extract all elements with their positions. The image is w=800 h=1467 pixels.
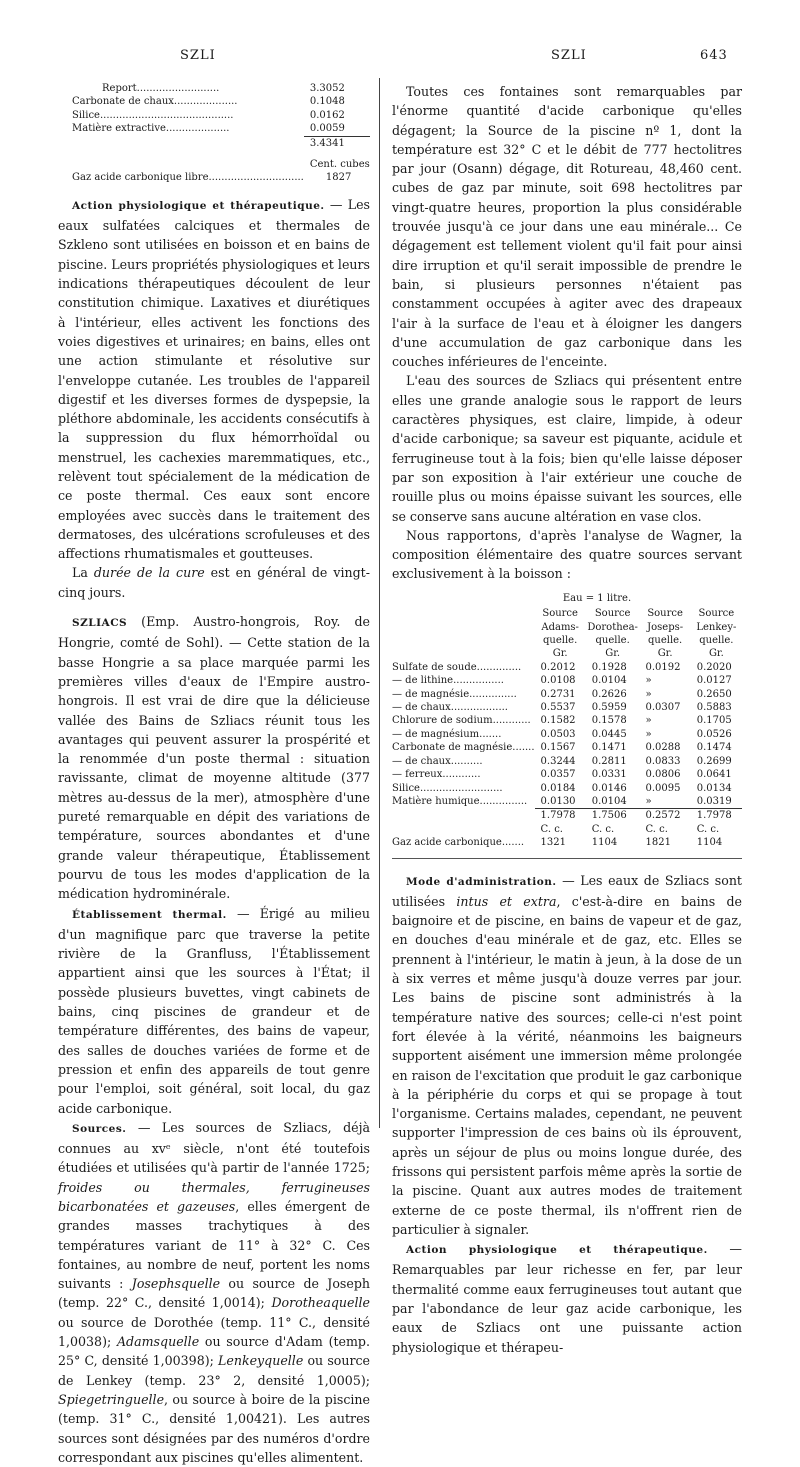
header-row — [392, 607, 742, 661]
row-label: Sulfate de soude.............. — [392, 661, 522, 673]
gas-value: 1827 — [325, 172, 352, 184]
paragraph-text: — Les eaux de Szliacs sont utilisées — [392, 872, 742, 909]
table-row — [72, 158, 370, 171]
paragraph-text: (Emp. Austro-hongrois, Roy. de Hongrie, comté de Sohl). — Cette station de la basse Hongrie a sa place marquée parmi les premières villes d'eaux de l'Empire austro-hongrois. Il est vrai de dire que la délicieuse vallée des Bains de Szliacs réunit tous les avantages qui peuvent assurer la prospérité et la renommée d'un poste thermal : situation ravissante, climat de moyenne altitude (377 mètres au-dessus de la mer), atmosphère d'une pureté remarquable en dépit des variations de température, sources abondantes et d'une grande valeur thérapeutique, Établissement pourvu de tous les modes d'application de la médication hydrominérale. — [58, 614, 370, 902]
entry-heading: SZLIACS — [72, 617, 128, 630]
column-header: Source Dorothea- quelle. Gr. — [587, 608, 638, 660]
row-value: » — [645, 675, 652, 687]
gas-value: 1321 — [540, 837, 566, 849]
row-label: Carbonate de chaux.................... — [72, 96, 238, 108]
row-value: 0.0146 — [591, 782, 627, 794]
row-value: » — [645, 795, 652, 807]
right-column — [392, 82, 742, 1357]
row-label: — de lithine................ — [392, 675, 504, 687]
row-value: 0.0288 — [645, 742, 681, 754]
row-value: 0.1582 — [540, 715, 576, 727]
paragraph-text: La — [72, 565, 94, 581]
emphasis: intus et extra — [456, 893, 557, 909]
paragraph-fontaines: Toutes ces fontaines sont remarquables par l'énorme quantité d'acide carbonique qu'elles dégagent; la Source de la piscine nº 1, dont la température est 32° C et le débit de 777 hectolitres par jour (Osann) dégage, dit Rotureau, 48,460 cent. cubes de gaz par minute, soit 698 hectolitres par vingt-quatre heures, proportion la plus considérable trouvée jusqu'à ce jour dans une eau minérale... Ce dégagement est tellement violent qu'il fait pour ainsi dire irruption et qu'il serait impossible de prendre le bain, si plusieurs personnes n'étaient pas constamment occupées à agiter avec des drapeaux l'air à la surface de l'eau et à éloigner les dangers d'une accumulation de gaz carbonique dans les couches inférieures de l'enceinte. — [392, 84, 742, 370]
paragraph-action-szliacs — [392, 1239, 742, 1357]
table-row — [392, 661, 742, 674]
table-row — [392, 714, 742, 727]
unit-label: C. c. — [591, 823, 615, 835]
paragraph-administration — [392, 871, 742, 1240]
row-value: 0.0307 — [645, 702, 681, 714]
table-row — [72, 82, 370, 95]
row-value: 0.0357 — [540, 769, 576, 781]
total-value: 1.7978 — [535, 809, 586, 823]
total-value: 0.2572 — [640, 809, 691, 823]
total-value: 1.7978 — [691, 809, 742, 823]
row-value: 0.5537 — [540, 702, 576, 714]
row-label: Matière humique............... — [392, 796, 528, 808]
table-row — [392, 768, 742, 781]
emphasis: Lenkeyquelle — [218, 1353, 304, 1369]
paragraph-etablissement — [58, 904, 370, 1118]
emphasis: Adamsquelle — [116, 1334, 200, 1350]
paragraph-text: — Les sources de Szliacs, déjà connues au xvᵉ siècle, n'ont été toutefois étudiées et utilisées qu'à partir de l'année 1725; — [58, 1119, 370, 1176]
totals-row — [392, 809, 742, 823]
row-value: 0.0059 — [309, 123, 345, 135]
paragraph-text: — Les eaux sulfatées calciques et thermales de Szkleno sont utilisées en boisson et en bains de piscine. Leurs propriétés physiologiques et leurs indications thérapeutiques découlent de leur constitution chimique. Laxatives et diurétiques à l'intérieur, elles activent les fonctions des voies digestives et urinaires; en bains, elles ont une action stimulante et résolutive sur l'enveloppe cutanée. Les troubles de l'appareil digestif et les diverses formes de dyspepsie, la pléthore abdominale, les accidents consécutifs à la suppression du flux hémorrhoïdal ou menstruel, les cachexies maremmatiques, etc., relèvent tout spécialement de la médication de ce poste thermal. Ces eaux sont encore employées avec succès dans le traitement des dermatoses, des ulcérations scrofuleuses et des affections rhumatismales et goutteuses. — [58, 196, 370, 562]
paragraph-text: , elles émergent de grandes masses trachytiques à des températures variant de 11° à 32° C. Ces fontaines, au nombre de neuf, portent les noms suivants : — [58, 1198, 370, 1292]
paragraph-analyse-intro: Nous rapportons, d'après l'analyse de Wagner, la composition élémentaire des quatre sources servant exclusivement à la boisson : — [392, 527, 742, 582]
row-label: — de chaux.......... — [392, 755, 483, 767]
section-heading: Action physiologique et thérapeutique. — [406, 1244, 708, 1257]
total-value: 3.4341 — [304, 136, 370, 150]
row-label: — ferreux............ — [392, 769, 481, 781]
paragraph-text: ou source de Joseph (temp. 22° C., densité 1,0014); — [58, 1276, 371, 1311]
section-heading: Mode d'administration. — [406, 875, 557, 888]
column-header: Source Joseps- quelle. Gr. — [647, 608, 684, 660]
right-running-title: SZLI — [551, 48, 587, 63]
row-value: 0.0319 — [696, 795, 732, 807]
table-row — [72, 171, 370, 184]
row-value: 0.0104 — [591, 675, 627, 687]
section-heading: Sources. — [72, 1122, 127, 1135]
paragraph-text: ou source de Lenkey (temp. 23° 2, densité 1,0005); — [58, 1353, 370, 1388]
section-heading: Action physiologique et thérapeutique. — [72, 199, 325, 212]
row-value: 0.2020 — [696, 661, 732, 673]
analysis-title: Eau = 1 litre. — [562, 592, 632, 604]
emphasis: Dorotheaquelle — [271, 1295, 370, 1311]
row-value: 0.0445 — [591, 728, 627, 740]
row-value: 0.0108 — [540, 675, 576, 687]
row-value: 0.0184 — [540, 782, 576, 794]
column-divider — [379, 78, 380, 1128]
row-value: » — [645, 715, 652, 727]
left-analysis-table — [72, 82, 370, 185]
row-value: 0.2626 — [591, 688, 627, 700]
row-value: 0.0806 — [645, 769, 681, 781]
emphasis: froides ou thermales, ferrugineuses bicarbonatées et gazeuses — [58, 1179, 370, 1214]
row-value: 0.0192 — [645, 661, 681, 673]
row-label: Silice.......................................... — [72, 109, 234, 121]
unit-label: C. c. — [696, 823, 720, 835]
row-label: — de chaux.................. — [392, 702, 508, 714]
row-label: — de magnésium....... — [392, 728, 502, 740]
row-value: 0.1578 — [591, 715, 627, 727]
row-value: 0.2650 — [696, 688, 732, 700]
row-value: 0.5959 — [591, 702, 627, 714]
left-column — [58, 82, 370, 1467]
row-value: 0.5883 — [696, 702, 732, 714]
table-row — [72, 95, 370, 108]
row-label: Silice.......................... — [392, 782, 503, 794]
row-value: 0.1928 — [591, 661, 627, 673]
paragraph-text: est en général de vingt-cinq jours. — [58, 565, 371, 600]
paragraph-sources — [58, 1118, 370, 1467]
paragraph-eau: L'eau des sources de Szliacs qui présentent entre elles une grande analogie sous le rapport de leurs caractères physiques, est claire, limpide, à odeur d'acide carbonique; sa saveur est piquante, acidule et ferrugineuse tout à la fois; bien qu'elle laisse déposer par son exposition à l'air extérieur une couche de rouille plus ou moins épaisse suivant les sources, elle se conserve sans aucune altération en vase clos. — [392, 373, 742, 524]
row-value: 0.0104 — [591, 795, 627, 807]
row-value: 0.1567 — [540, 742, 576, 754]
row-value: 0.0833 — [645, 755, 681, 767]
row-value: 3.3052 — [309, 83, 345, 94]
row-value: 0.0127 — [696, 675, 732, 687]
paragraph-text: — Érigé au milieu d'un magnifique parc que traverse la petite rivière de la Granfluss, l'Établissement appartient ainsi que les sources à l'État; il possède plusieurs buvettes, vingt cabinets de bains, cinq piscines de grandeur et de température différentes, des bains de vapeur, des salles de douches variées de forme et de pression et enfin des appareils de tout genre pour l'emploi, soit général, soit local, du gaz acide carbonique. — [58, 905, 370, 1116]
table-row — [392, 741, 742, 754]
gas-value: 1104 — [591, 837, 618, 849]
row-label: Carbonate de magnésie....... — [392, 742, 535, 754]
row-value: 0.0641 — [696, 769, 732, 781]
row-value: 0.0095 — [645, 782, 681, 794]
gas-row — [392, 836, 742, 849]
analysis-table — [392, 607, 742, 849]
row-value: 0.0503 — [540, 728, 576, 740]
paragraph-text: ou source de Dorothée (temp. 11° C., densité 1,0038); — [58, 1314, 370, 1350]
section-heading: Établissement thermal. — [72, 908, 227, 921]
unit-row — [392, 823, 742, 836]
column-header: Source Adams- quelle. Gr. — [541, 608, 579, 660]
emphasis: Josephsquelle — [131, 1276, 221, 1292]
table-row — [392, 782, 742, 795]
paragraph-action — [58, 195, 370, 564]
table-row — [72, 122, 370, 136]
row-value: 0.0526 — [696, 728, 732, 740]
row-label: Report.......................... — [102, 83, 220, 94]
row-label: — de magnésie............... — [392, 688, 517, 700]
row-label: Chlorure de sodium............ — [392, 715, 531, 727]
row-value: 0.1471 — [591, 742, 627, 754]
row-value: 0.3244 — [540, 755, 576, 767]
emphasis: durée de la cure — [93, 565, 205, 581]
row-value: 0.0130 — [540, 795, 576, 807]
row-value: 0.2811 — [591, 755, 627, 767]
total-value: 1.7506 — [586, 809, 640, 823]
row-value: 0.2731 — [540, 688, 576, 700]
table-row — [392, 701, 742, 714]
row-value: » — [645, 688, 652, 700]
gas-label: Gaz acide carbonique libre.............................. — [72, 172, 304, 184]
paragraph-text: — Remarquables par leur richesse en fer, par leur thermalité comme eaux ferrugineuses tout autant que par l'abondance de leur gaz acide carbonique, les eaux de Szliacs ont une puissante action physiologique et thérapeu- — [392, 1241, 742, 1355]
unit-label: Cent. cubes — [309, 159, 370, 171]
gas-value: 1104 — [696, 837, 723, 849]
page-number: 643 — [700, 48, 728, 63]
gas-value: 1821 — [645, 837, 671, 849]
left-running-title: SZLI — [180, 48, 216, 63]
row-value: 0.1474 — [696, 742, 732, 754]
table-row — [392, 795, 742, 809]
gas-label: Gaz acide carbonique....... — [392, 837, 525, 849]
table-row — [72, 136, 370, 150]
unit-label: C. c. — [540, 823, 563, 835]
emphasis: Spiegetringuelle — [58, 1391, 165, 1407]
paragraph-szliacs — [58, 612, 370, 903]
unit-label: C. c. — [645, 823, 668, 835]
row-label: Matière extractive.................... — [72, 123, 230, 135]
row-value: 0.2699 — [696, 755, 732, 767]
paragraph-text: , ou source à boire de la piscine (temp. 31° C., densité 1,00421). Les autres sources sont désignées par des numéros d'ordre correspondant aux piscines qu'elles alimentent. — [58, 1391, 370, 1465]
row-value: 0.2012 — [540, 661, 576, 673]
row-value: 0.1048 — [309, 96, 345, 108]
paragraph-text: ou source d'Adam (temp. 25° C, densité 1,00398); — [58, 1334, 370, 1369]
paragraph-text: , c'est-à-dire en bains de baignoire et de piscine, en bains de vapeur et de gaz, en douches d'eau minérale et de gaz, etc. Elles se prennent à l'intérieur, le matin à jeun, à la dose de un à six verres et même jusqu'à douze verres par jour. Les bains de piscine sont administrés à la température native des sources; celle-ci n'est point fort élevée à la vérité, néanmoins les baigneurs supportent aisément une immersion même prolongée en raison de l'excitation que produit le gaz carbonique à la périphérie du corps et qui se propage à tout l'organisme. Certains malades, cependant, ne peuvent supporter l'impression de ces bains où ils éprouvent, après un séjour de plus ou moins longue durée, des frissons qui persistent parfois même après la sortie de la piscine. Quant aux autres modes de traitement externe de ce poste thermal, ils n'offrent rien de particulier à signaler. — [392, 893, 742, 1237]
paragraph-cure — [58, 563, 370, 602]
table-row — [72, 109, 370, 122]
row-value: 0.0331 — [591, 769, 627, 781]
table-row — [392, 688, 742, 701]
table-row — [392, 755, 742, 768]
row-value: 0.0134 — [696, 782, 732, 794]
table-row — [392, 674, 742, 687]
table-row — [392, 728, 742, 741]
column-header: Source Lenkey- quelle. Gr. — [696, 608, 737, 660]
row-value: 0.0162 — [309, 109, 345, 121]
row-value: » — [645, 728, 652, 740]
row-value: 0.1705 — [696, 715, 732, 727]
